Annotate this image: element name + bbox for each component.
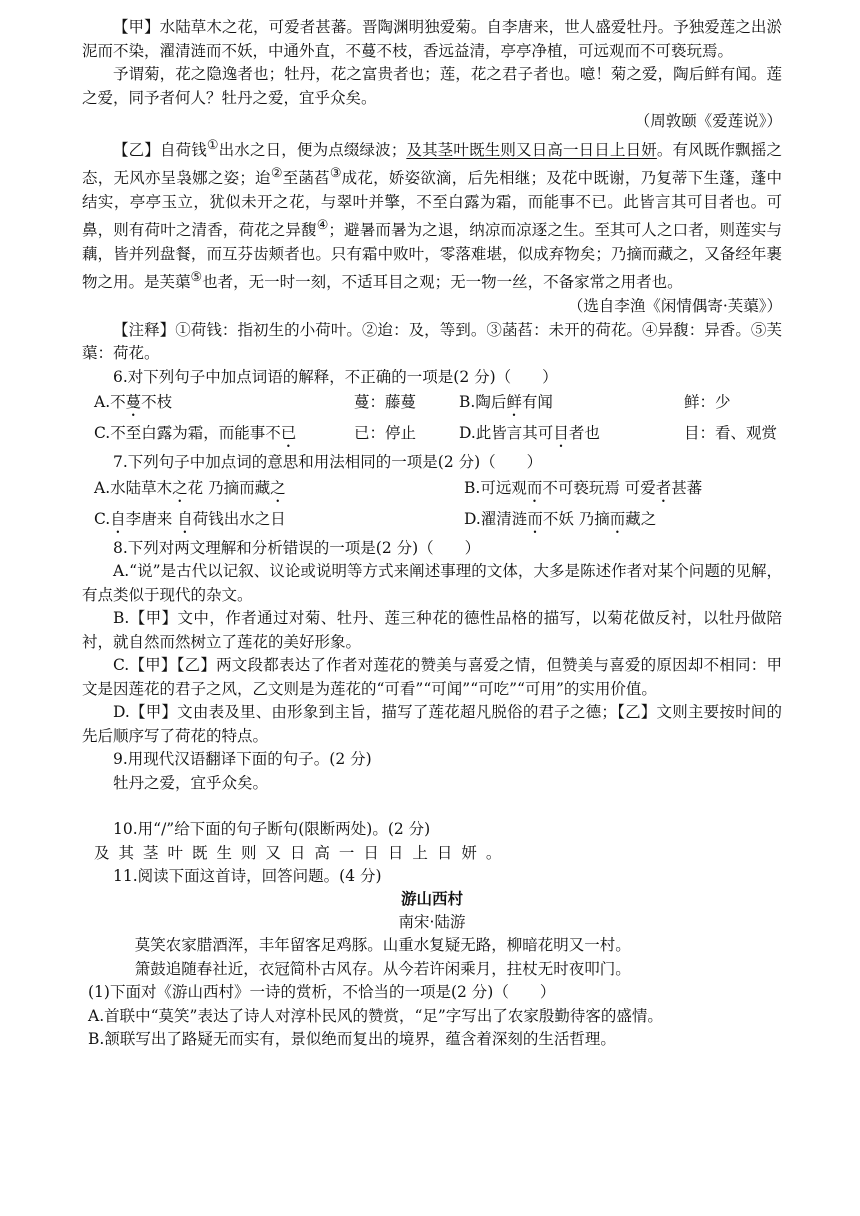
yi-paragraph	[82, 134, 782, 296]
note-ref-3: ③	[329, 166, 342, 182]
q6-option-c[interactable]: C.不至白露为霜，而能事不已	[94, 424, 297, 443]
q9-sentence: 牡丹之爱，宜乎众矣。	[113, 773, 269, 792]
q9-answer-space[interactable]	[82, 795, 782, 818]
q9-stem: 9.用现代汉语翻译下面的句子。(2 分)	[113, 750, 372, 769]
yi-text-b: 出水之日，便为点缀绿波；	[218, 140, 407, 159]
q10-stem: 10.用“/”给下面的句子断句(限断两处)。(2 分)	[113, 820, 431, 839]
q6-option-b[interactable]: B.陶后鲜有闻	[459, 393, 553, 412]
yi-source: （选自李渔《闲情偶寄·芙蕖》）	[567, 297, 782, 316]
q11-option-a[interactable]: A.首联中“莫笑”表达了诗人对淳朴民风的赞赏，“足”字写出了农家殷勤待客的盛情。	[88, 1006, 663, 1025]
q6-option-a[interactable]: A.不蔓不枝	[94, 393, 173, 412]
q6-option-c-explain: 已：停止	[354, 424, 417, 443]
q7-option-b[interactable]: B.可远观而不可亵玩焉 可爱者甚蕃	[464, 478, 703, 497]
yi-text-f: ；避暑而暑为之退，纳凉而凉逐之生。至其可人之口者，则莲实与藕，皆并列盘餐，而互芬齿颊者也。只有霜中败叶，零落难堪，似成弃物矣；乃摘而藏之，又备经年裹物之用。是芙蕖	[82, 221, 782, 292]
poem-line-2: 箫鼓追随春社近，衣冠简朴古风存。从今若许闲乘月，拄杖无时夜叩门。	[134, 959, 631, 978]
q10-sentence[interactable]: 及其茎叶既生则又日高一日日上日妍。	[94, 843, 511, 862]
q6-row-ab	[82, 389, 782, 420]
q11-stem: 11.阅读下面这首诗，回答问题。(4 分)	[113, 866, 382, 885]
poem-title: 游山西村	[400, 890, 463, 909]
q7-option-a[interactable]: A.水陆草木之花 乃摘而藏之	[94, 478, 286, 497]
q6-stem: 6.对下列句子中加点词语的解释，不正确的一项是(2 分)（ ）	[113, 367, 558, 386]
q6-option-d[interactable]: D.此皆言其可目者也	[459, 424, 600, 443]
note-ref-4: ④	[316, 218, 329, 234]
yi-text-a: 【乙】自荷钱	[113, 140, 207, 159]
note-ref-1: ①	[206, 137, 219, 153]
q11-sub1-stem: (1)下面对《游山西村》一诗的赏析，不恰当的一项是(2 分)（ ）	[88, 983, 556, 1002]
jia-source: （周敦颐《爱莲说》）	[634, 112, 782, 130]
notes: 【注释】①荷钱：指初生的小荷叶。②迨：及，等到。③菡萏：未开的荷花。④异馥：异香。⑤芙蕖：荷花。	[82, 320, 782, 363]
q8-option-b[interactable]: B.【甲】文中，作者通过对菊、牡丹、莲三种花的德性品格的描写，以菊花做反衬，以牡丹做陪衬，就自然而然树立了莲花的美好形象。	[82, 609, 782, 651]
yi-text-g: 也者，无一时一刻，不适耳目之观；无一物一丝，不备家常之用者也。	[202, 273, 683, 292]
note-ref-2: ②	[270, 166, 283, 182]
q6-option-d-explain: 目：看、观赏	[684, 424, 778, 443]
q8-stem: 8.下列对两文理解和分析错误的一项是(2 分)（ ）	[113, 538, 481, 557]
jia-paragraph-1: 【甲】水陆草木之花，可爱者甚蕃。晋陶渊明独爱菊。自李唐来，世人盛爱牡丹。予独爱莲之出淤泥而不染，濯清涟而不妖，中通外直，不蔓不枝，香远益清，亭亭净植，可远观而不可亵玩焉。	[82, 18, 782, 60]
q7-row-cd	[82, 506, 782, 537]
yi-text-c: 。有风既作飘摇之态，无风亦呈袅娜之姿；迨	[82, 140, 782, 188]
poem-line-1: 莫笑农家腊酒浑，丰年留客足鸡豚。山重水复疑无路，柳暗花明又一村。	[134, 936, 631, 955]
q6-row-cd	[82, 420, 782, 451]
yi-underlined-sentence: 及其茎叶既生则又日高一日日上日妍	[406, 140, 657, 159]
yi-text-d: 至菡萏	[282, 169, 330, 188]
q7-option-d[interactable]: D.濯清涟而不妖 乃摘而藏之	[464, 509, 657, 528]
exam-page	[82, 16, 782, 1052]
q7-row-ab	[82, 475, 782, 506]
q7-option-c[interactable]: C.自李唐来 自荷钱出水之日	[94, 509, 286, 528]
note-ref-5: ⑤	[190, 270, 203, 286]
q8-option-d[interactable]: D.【甲】文由表及里、由形象到主旨，描写了莲花超凡脱俗的君子之德；【乙】文则主要按时间的先后顺序写了荷花的特点。	[82, 703, 782, 745]
q8-option-a[interactable]: A.“说”是古代以记叙、议论或说明等方式来阐述事理的文体，大多是陈述作者对某个问题的见解，有点类似于现代的杂文。	[82, 562, 782, 604]
q11-option-b[interactable]: B.颔联写出了路疑无而实有，景似绝而复出的境界，蕴含着深刻的生活哲理。	[88, 1030, 616, 1049]
poem-author: 南宋·陆游	[398, 913, 466, 932]
yi-text-e: 成花，娇姿欲滴，后先相继；及花中既谢，乃复蒂下生蓬，蓬中结实，亭亭玉立，犹似未开之花，与翠叶并擎，不至白露为霜，而能事不已。此皆言其可目者也。可鼻，则有荷叶之清香，荷花之异馥	[82, 169, 782, 240]
jia-paragraph-2: 予谓菊，花之隐逸者也；牡丹，花之富贵者也；莲，花之君子者也。噫！菊之爱，陶后鲜有闻。莲之爱，同予者何人？牡丹之爱，宜乎众矣。	[82, 65, 782, 107]
q8-option-c[interactable]: C.【甲】【乙】两文段都表达了作者对莲花的赞美与喜爱之情，但赞美与喜爱的原因却不相同：甲文是因莲花的君子之风，乙文则是为莲花的“可看”“可闻”“可吃”“可用”的实用价值。	[82, 656, 782, 698]
q7-stem: 7.下列句子中加点词的意思和用法相同的一项是(2 分)（ ）	[113, 453, 543, 472]
q6-option-a-explain: 蔓：藤蔓	[354, 393, 417, 412]
q6-option-b-explain: 鲜：少	[684, 393, 731, 412]
